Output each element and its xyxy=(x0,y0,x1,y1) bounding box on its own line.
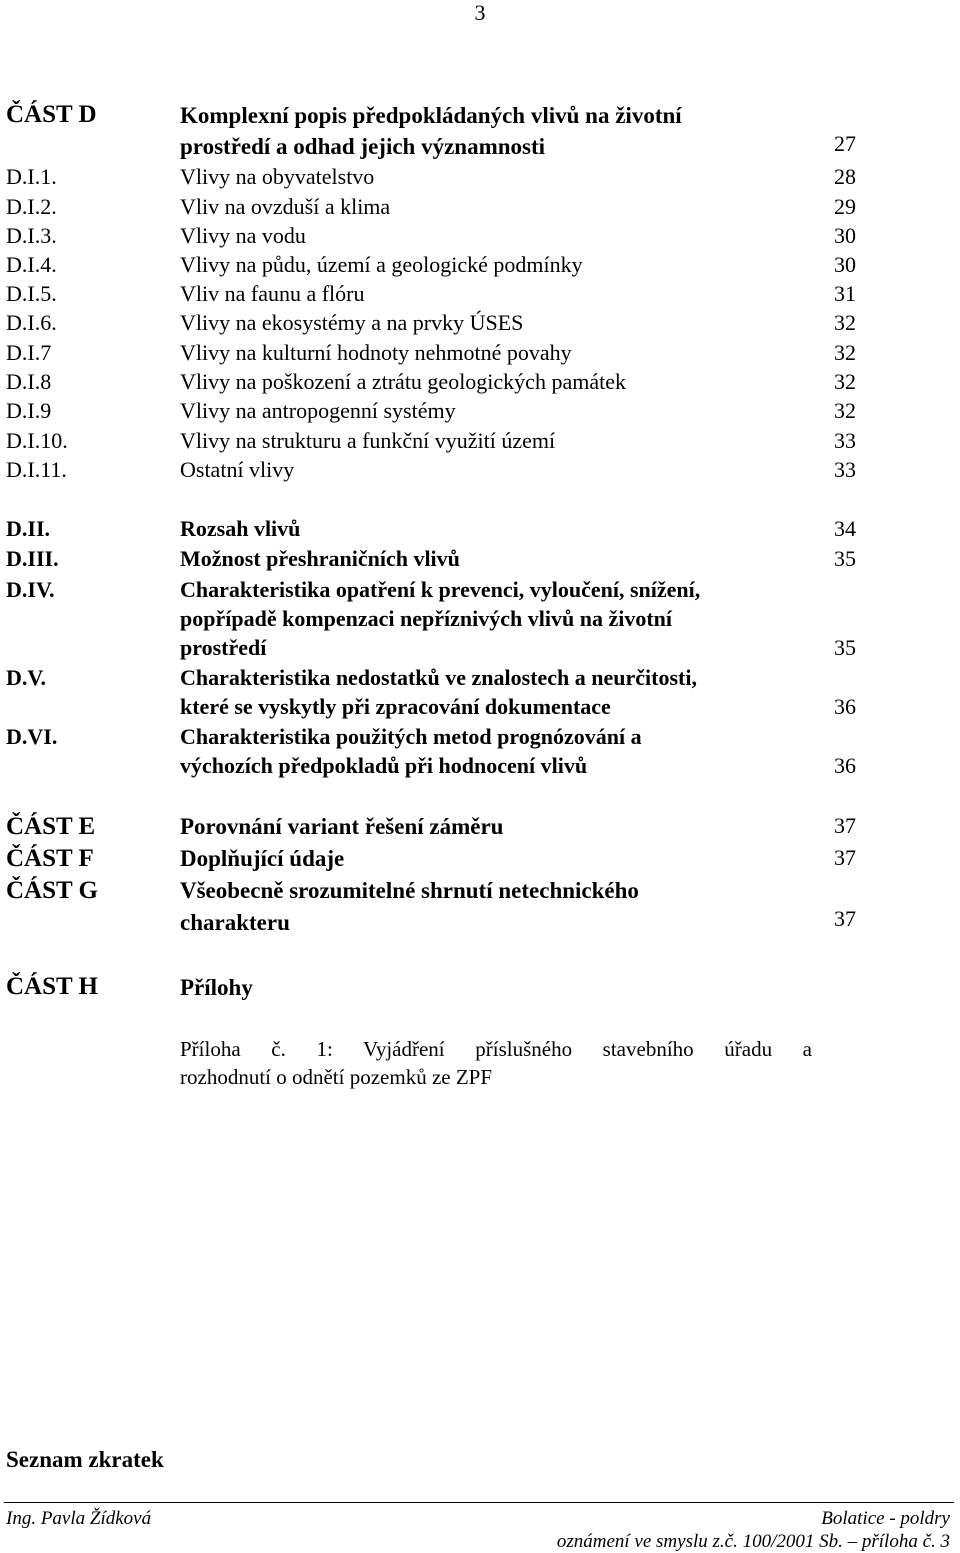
toc-page: 35 xyxy=(834,546,856,571)
part-code: ČÁST F xyxy=(6,845,94,872)
part-d-title-line1: Komplexní popis předpokládaných vlivů na životní xyxy=(180,103,682,128)
part-code: ČÁST H xyxy=(6,973,98,1000)
abbreviations-heading: Seznam zkratek xyxy=(6,1447,164,1472)
part-d-code: ČÁST D xyxy=(6,101,97,128)
toc-code: D.I.11. xyxy=(6,457,67,482)
toc-code: D.I.3. xyxy=(6,223,57,248)
toc-code: D.VI. xyxy=(6,724,58,749)
part-code: ČÁST G xyxy=(6,877,98,904)
toc-code: D.I.7 xyxy=(6,340,52,365)
toc-title: výchozích předpokladů při hodnocení vlivů xyxy=(180,753,588,778)
toc-title: Vliv na ovzduší a klima xyxy=(180,194,391,219)
toc-page: 32 xyxy=(834,369,856,394)
toc-title: Rozsah vlivů xyxy=(180,516,301,541)
toc-title: prostředí xyxy=(180,635,267,660)
toc-page: 29 xyxy=(834,194,856,219)
toc-page: 35 xyxy=(834,635,856,660)
toc-page: 30 xyxy=(834,252,856,277)
toc-page: 28 xyxy=(834,164,856,189)
toc-code: D.I.1. xyxy=(6,164,57,189)
part-page: 37 xyxy=(834,813,856,838)
toc-title: které se vyskytly při zpracování dokumentace xyxy=(180,694,611,719)
toc-title: Charakteristika použitých metod prognózování a xyxy=(180,724,642,749)
part-title: Přílohy xyxy=(180,975,253,1000)
toc-title: Vlivy na půdu, území a geologické podmínky xyxy=(180,252,583,277)
toc-title: Vlivy na kulturní hodnoty nehmotné povahy xyxy=(180,340,572,365)
toc-code: D.II. xyxy=(6,516,51,541)
toc-code: D.I.4. xyxy=(6,252,57,277)
footer-author: Ing. Pavla Žídková xyxy=(6,1508,152,1529)
toc-page: 32 xyxy=(834,398,856,423)
footer-project: Bolatice - poldry xyxy=(821,1508,950,1529)
toc-code: D.I.5. xyxy=(6,281,57,306)
toc-title: popřípadě kompenzaci nepříznivých vlivů na životní xyxy=(180,606,672,631)
toc-page: 31 xyxy=(834,281,856,306)
part-title: charakteru xyxy=(180,910,290,935)
part-d-title-line2: prostředí a odhad jejich významnosti xyxy=(180,134,546,159)
part-title: Porovnání variant řešení záměru xyxy=(180,814,504,839)
toc-page: 36 xyxy=(834,753,856,778)
toc-title: Možnost přeshraničních vlivů xyxy=(180,546,460,571)
part-title: Všeobecně srozumitelné shrnutí netechnického xyxy=(180,878,639,903)
toc-title: Vliv na faunu a flóru xyxy=(180,281,365,306)
toc-page: 32 xyxy=(834,310,856,335)
footer-divider xyxy=(4,1502,954,1503)
toc-title: Vlivy na obyvatelstvo xyxy=(180,164,375,189)
appendix-line1: Příloha č. 1: Vyjádření příslušného stavebního úřadu a xyxy=(180,1037,812,1061)
toc-code: D.I.10. xyxy=(6,428,68,453)
part-page: 37 xyxy=(834,906,856,931)
part-title: Doplňující údaje xyxy=(180,846,345,871)
toc-page: 34 xyxy=(834,516,856,541)
toc-code: D.III. xyxy=(6,546,59,571)
toc-title: Charakteristika opatření k prevenci, vyloučení, snížení, xyxy=(180,577,701,602)
toc-page: 33 xyxy=(834,428,856,453)
toc-title: Vlivy na ekosystémy a na prvky ÚSES xyxy=(180,310,524,335)
part-d-page: 27 xyxy=(834,131,856,156)
toc-title: Vlivy na vodu xyxy=(180,223,306,248)
toc-page: 36 xyxy=(834,694,856,719)
toc-code: D.V. xyxy=(6,665,46,690)
appendix-line2: rozhodnutí o odnětí pozemků ze ZPF xyxy=(180,1065,493,1089)
page-number: 3 xyxy=(474,0,486,25)
toc-title: Vlivy na poškození a ztrátu geologických památek xyxy=(180,369,626,394)
part-page: 37 xyxy=(834,845,856,870)
toc-code: D.I.6. xyxy=(6,310,57,335)
part-code: ČÁST E xyxy=(6,813,96,840)
toc-title: Ostatní vlivy xyxy=(180,457,295,482)
toc-code: D.IV. xyxy=(6,577,55,602)
footer-note: oznámení ve smyslu z.č. 100/2001 Sb. – příloha č. 3 xyxy=(556,1531,950,1552)
toc-page: 30 xyxy=(834,223,856,248)
toc-page: 33 xyxy=(834,457,856,482)
toc-page: 32 xyxy=(834,340,856,365)
toc-title: Vlivy na antropogenní systémy xyxy=(180,398,456,423)
toc-title: Charakteristika nedostatků ve znalostech a neurčitosti, xyxy=(180,665,697,690)
toc-code: D.I.2. xyxy=(6,194,57,219)
toc-title: Vlivy na strukturu a funkční využití území xyxy=(180,428,556,453)
toc-code: D.I.9 xyxy=(6,398,52,423)
toc-code: D.I.8 xyxy=(6,369,52,394)
